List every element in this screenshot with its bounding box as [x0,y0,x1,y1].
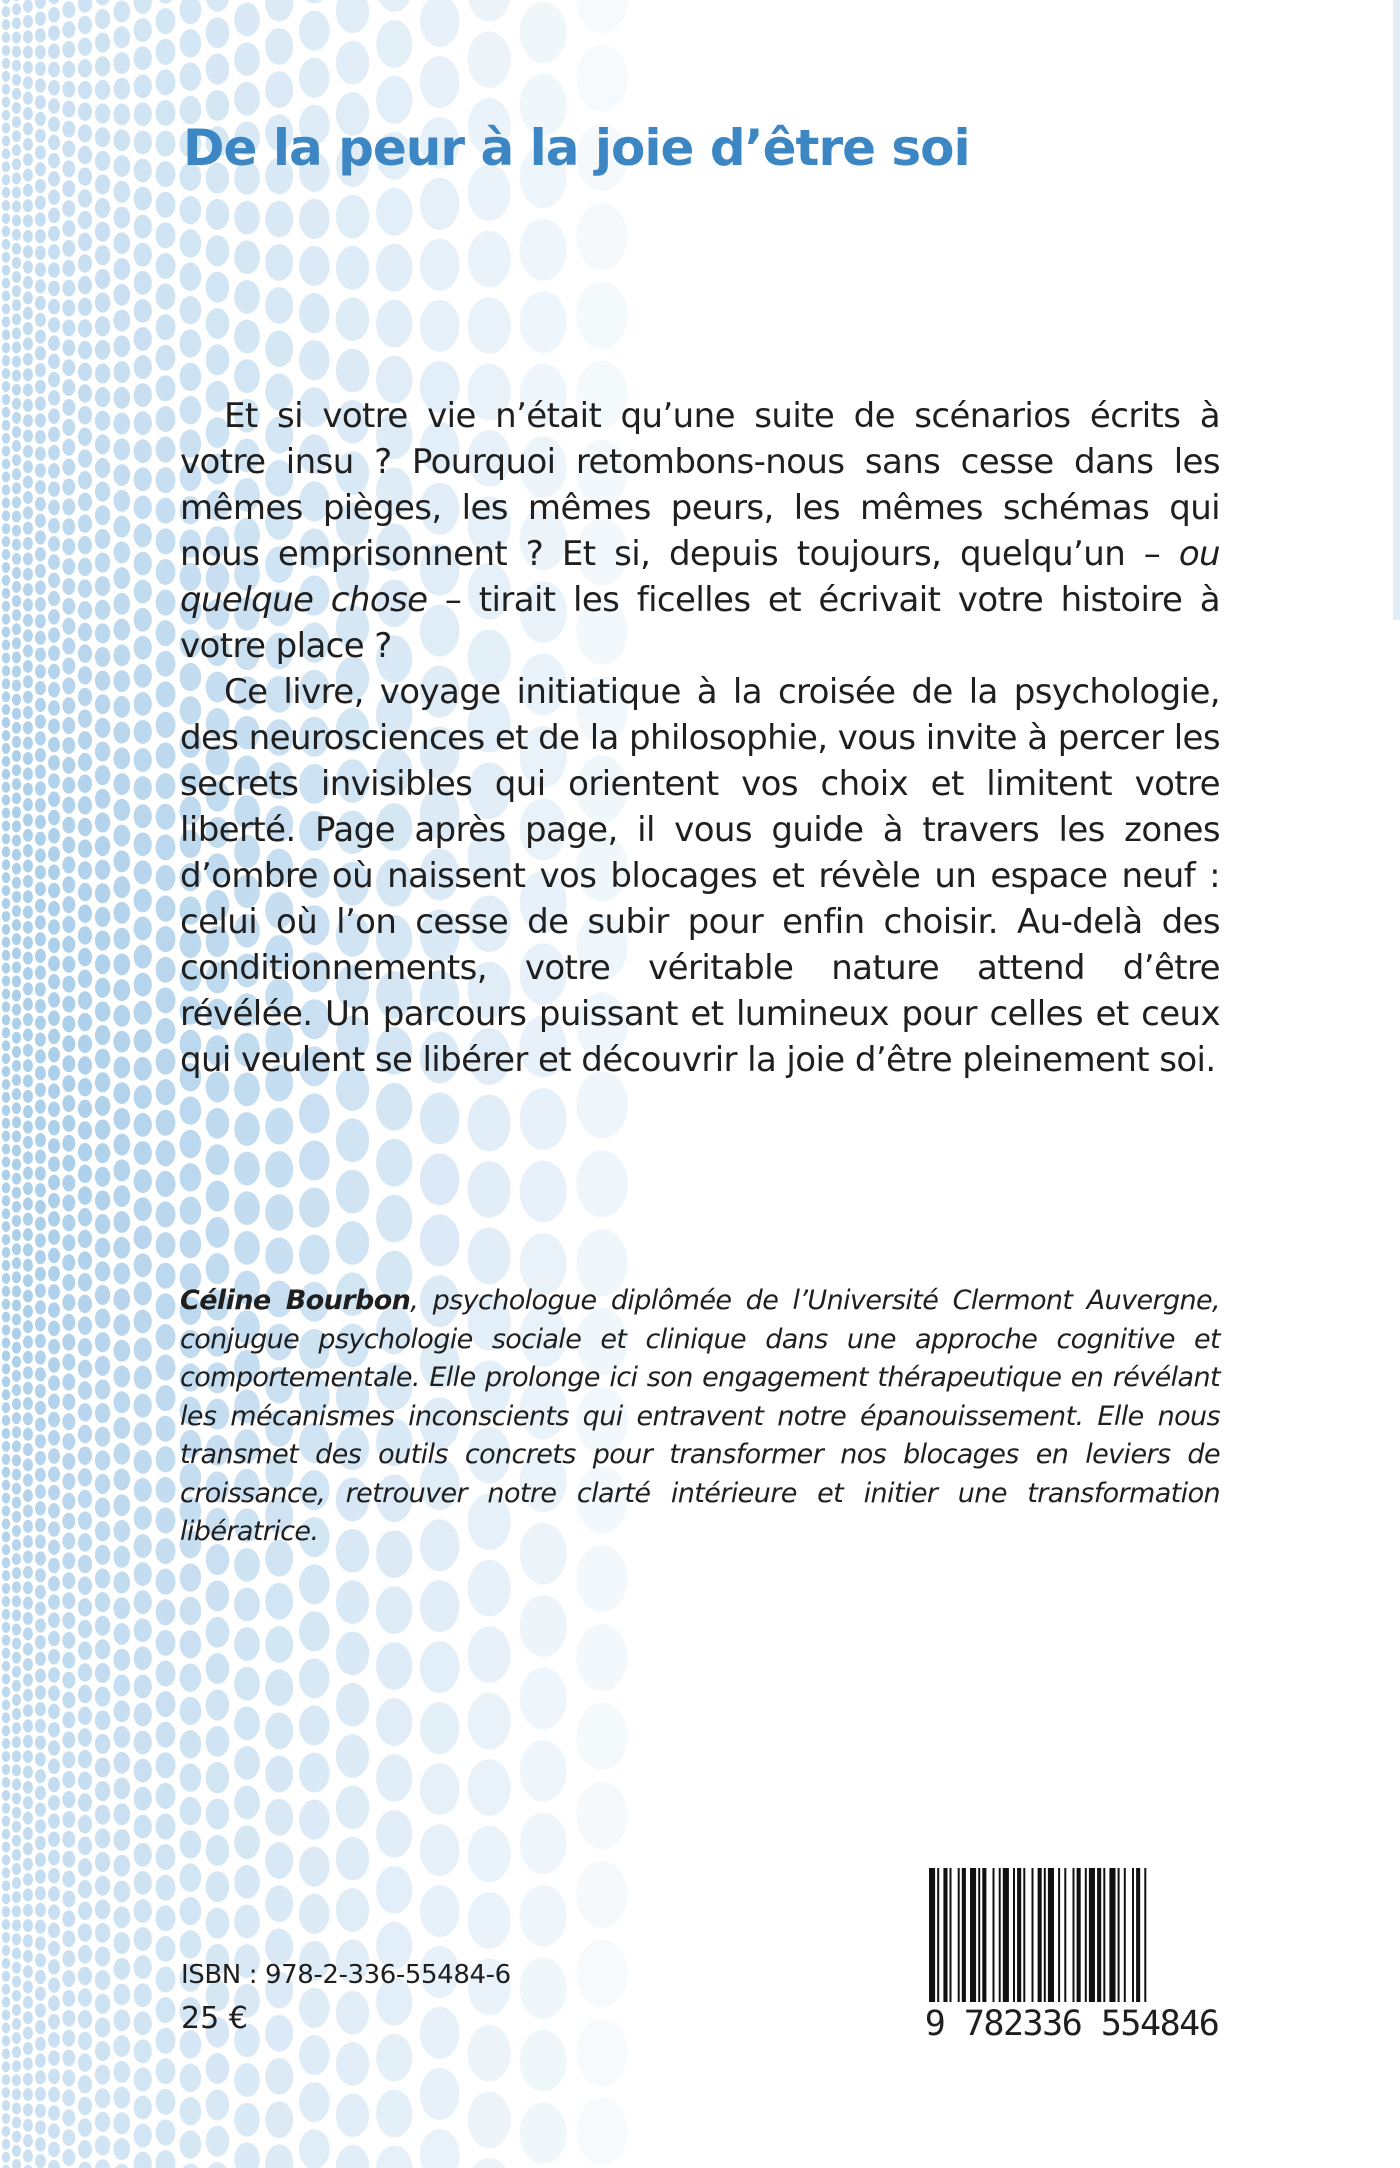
blurb-paragraph-2: Ce livre, voyage initiatique à la croisée de la psychologie, des neurosciences et de la philosophie, vous invite à percer les secrets invisibles qui orientent vos choix et limitent votre liberté. Page après page, il vous guide à travers les zones d’ombre où naissent vos blocages et révèle un espace neuf : celui où l’on cesse de subir pour enfin choisir. Au-delà des conditionnements, votre véritable nature attend d’être révélée. Un parcours puissant et lumineux pour celles et ceux qui veulent se libérer et découvrir la joie d’être pleinement soi. [180,672,1220,1080]
barcode [923,1868,1220,2046]
isbn: ISBN : 978-2-336-55484-6 [181,1960,511,1990]
author-bio-text: , psychologue diplômée de l’Université Clermont Auvergne, conjugue psychologie sociale et clinique dans une approche cognitive et comportementale. Elle prolonge ici son engagement thérapeutique en révélant les mécanismes inconscients qui entravent notre épanouissement. Elle nous transmet des outils concrets pour transformer nos blocages en leviers de croissance, retrouver notre clarté intérieure et initier une transformation libératrice. [180,1285,1221,1547]
blurb-paragraph-1 [180,393,1220,669]
author-bio [180,1282,1220,1552]
blurb-text: – tirait les ficelles et écrivait votre histoire à votre place ? [180,580,1220,666]
barcode-digits: 9 782336 554846 [924,2004,1219,2044]
blurb-emphasis: ou quelque chose [180,534,1220,620]
author-name: Céline Bourbon [180,1285,411,1316]
book-title: De la peur à la joie d’être soi [183,119,970,177]
price: 25 € [181,2001,248,2036]
back-cover-blurb [180,393,1220,1083]
blurb-text: Et si votre vie n’était qu’une suite de scénarios écrits à votre insu ? Pourquoi retombons-nous sans cesse dans les mêmes pièges, les mêmes peurs, les mêmes schémas qui nous emprisonnent ? Et si, depuis toujours, quelqu’un – [180,396,1220,574]
